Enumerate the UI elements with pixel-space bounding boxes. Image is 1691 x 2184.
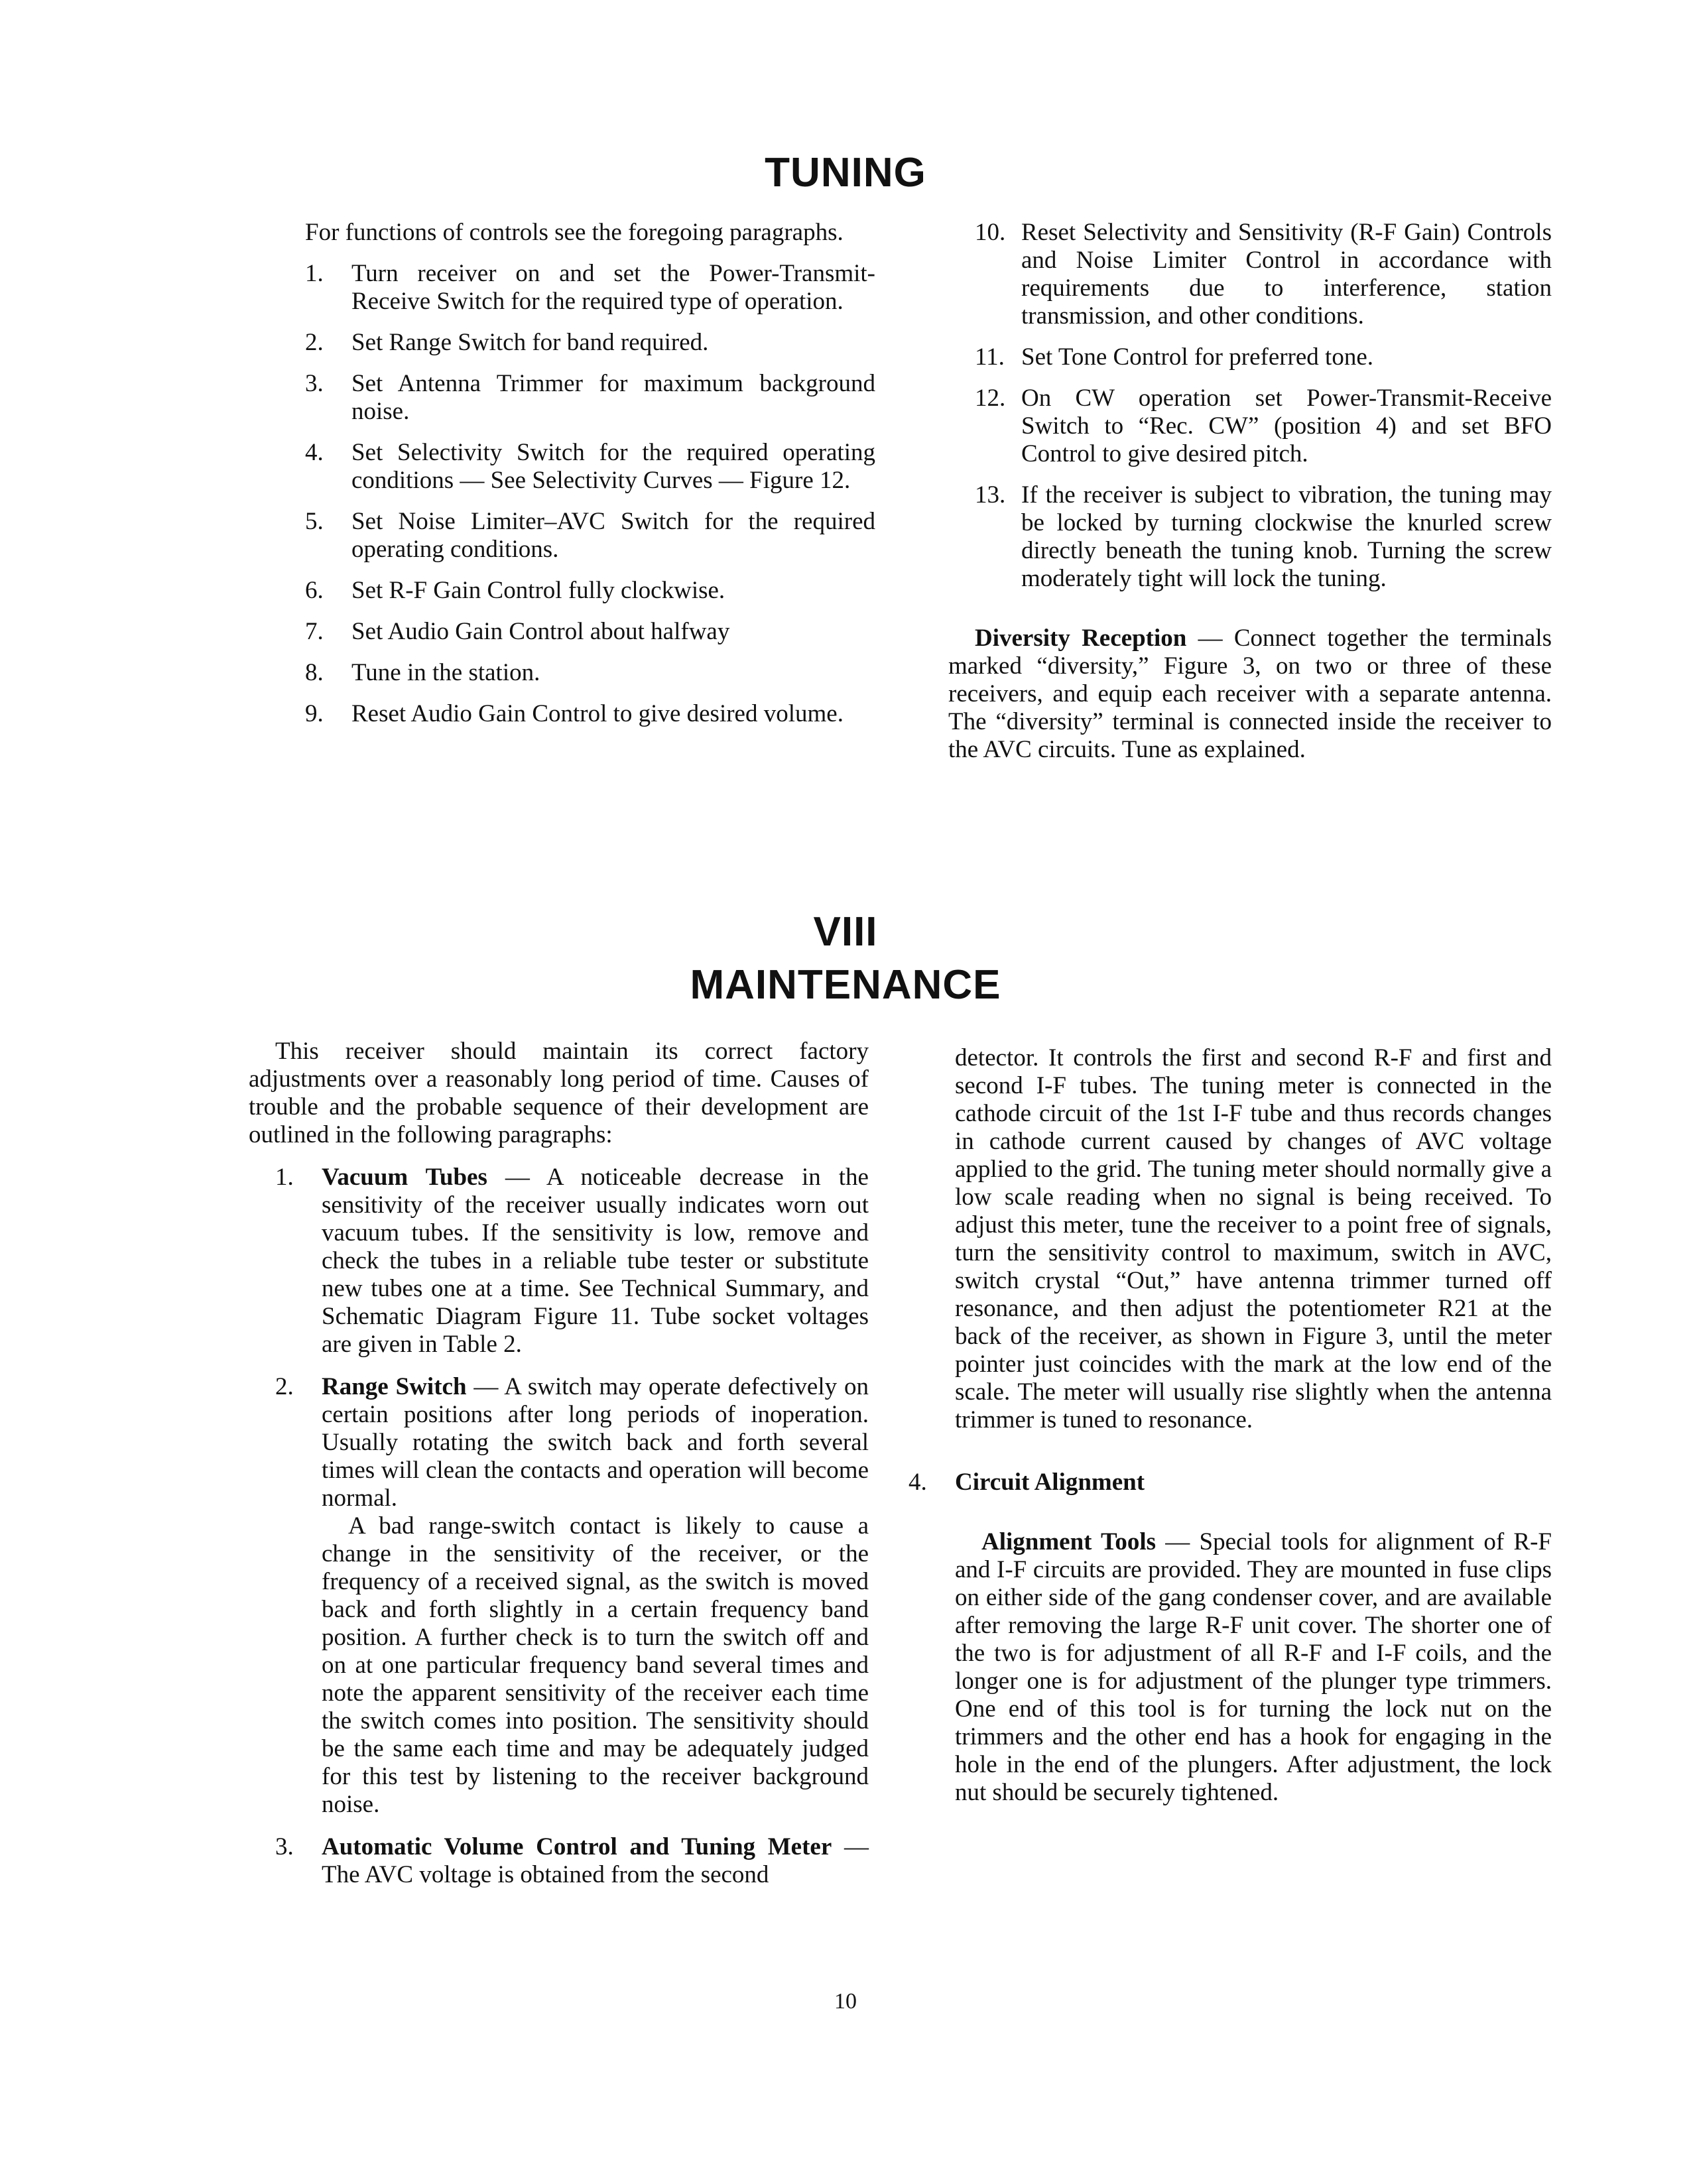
section-title-tuning: TUNING (765, 150, 926, 196)
maintenance-item: 4. Circuit Alignment (908, 1469, 1145, 1496)
item-label: Circuit Alignment (955, 1469, 1145, 1496)
tuning-step: 8. Tune in the station. (305, 659, 540, 686)
tuning-step: 12. On CW operation set Power-Transmit-Receive Switch to “Rec. CW” (position 4) and set BFO Control to give desired pitch. (975, 385, 1552, 467)
tuning-step: 7. Set Audio Gain Control about halfway (305, 618, 730, 645)
tuning-left-column (279, 219, 875, 728)
maintenance-item: 2. Range Switch — A switch may operate defectively on certain positions after long periods of inoperation. Usually rotating the switch back and forth several times will clean the contacts and operation will become normal. A bad range-switch contact is likely to cause a change in the sensitivity of the receiver, or the frequency of a received signal, as the switch is moved back and forth slightly in a certain frequency band position. A further check is to turn the switch off and on at one particular frequency band several times and note the apparent sensitivity of the receiver each time the switch comes into position. The sensitivity should be the same each time and may be adequately judged for this test by listening to the receiver background noise. (275, 1373, 869, 1818)
section-number: VIII (813, 909, 878, 955)
maintenance-intro: This receiver should maintain its correct factory adjustments over a reasonably long period of time. Causes of trouble and the probable sequence of their development are outlined in the following paragraphs: (249, 1038, 869, 1148)
tuning-step: 4. Set Selectivity Switch for the required operating conditions — See Selectivity Curves — Figure 12. (305, 439, 875, 494)
item-label: Automatic Volume Control and Tuning Meter (322, 1833, 832, 1860)
tuning-step: 6. Set R-F Gain Control fully clockwise. (305, 577, 725, 604)
maintenance-left-column (249, 1038, 869, 1889)
tuning-step: 3. Set Antenna Trimmer for maximum background noise. (305, 370, 875, 425)
maintenance-item: 1. Vacuum Tubes — A noticeable decrease in the sensitivity of the receiver usually indicates worn out vacuum tubes. If the sensitivity is low, remove and check the tubes in a reliable tube tester or substitute new tubes one at a time. See Technical Summary, and Schematic Diagram Figure 11. Tube socket voltages are given in Table 2. (275, 1164, 869, 1358)
tuning-step: 2. Set Range Switch for band required. (305, 329, 709, 356)
tuning-intro: For functions of controls see the foregoing paragraphs. (305, 219, 844, 246)
item-label: Range Switch (322, 1373, 467, 1400)
tuning-step: 10. Reset Selectivity and Sensitivity (R-F Gain) Controls and Noise Limiter Control in accordance with requirements due to interference, station transmission, and other conditions. (975, 219, 1552, 330)
avc-continued: detector. It controls the first and second R-F and first and second I-F tubes. The tuning meter is connected in the cathode circuit of the 1st I-F tube and thus records changes in cathode current caused by changes of AVC voltage applied to the grid. The tuning meter should normally give a low scale reading when no signal is being received. To adjust this meter, tune the receiver to a point free of signals, turn the sensitivity control to maximum, switch in AVC, switch crystal “Out,” have antenna trimmer turned off resonance, and then adjust the potentiometer R21 at the back of the receiver, as shown in Figure 3, until the meter pointer just coincides with the mark at the low end of the scale. The meter will usually rise slightly when the antenna trimmer is tuned to resonance. (955, 1044, 1552, 1433)
tuning-step: 11. Set Tone Control for preferred tone. (975, 343, 1374, 371)
maintenance-right-column (908, 1044, 1552, 1807)
alignment-tools-paragraph: Alignment Tools — Special tools for alignment of R-F and I-F circuits are provided. They are mounted in fuse clips on either side of the gang condenser cover, and are available after removing the large R-F unit cover. The shorter one of the two is for adjustment of all R-F and I-F coils, and the longer one is for adjustment of the plunger type trimmers. One end of this tool is for turning the lock nut on the trimmers and the other end has a hook for engaging in the hole in the end of the plungers. After adjustment, the lock nut should be securely tightened. (955, 1528, 1552, 1806)
diversity-reception-label: Diversity Reception (975, 625, 1187, 652)
tuning-step: 5. Set Noise Limiter–AVC Switch for the required operating conditions. (305, 508, 875, 563)
page-number: 10 (834, 1989, 857, 2014)
diversity-reception-paragraph: Diversity Reception — Connect together the terminals marked “diversity,” Figure 3, on two or three of these receivers, and equip each receiver with a separate antenna. The “diversity” terminal is connected inside the receiver to the AVC circuits. Tune as explained. (948, 625, 1552, 763)
tuning-step: 1. Turn receiver on and set the Power-Transmit-Receive Switch for the required type of operation. (305, 260, 875, 315)
maintenance-item: 3. Automatic Volume Control and Tuning Meter —The AVC voltage is obtained from the second (275, 1833, 869, 1888)
section-title-maintenance: MAINTENANCE (690, 962, 1001, 1008)
item-label: Vacuum Tubes (322, 1164, 487, 1191)
alignment-tools-label: Alignment Tools (981, 1528, 1157, 1555)
tuning-step: 13. If the receiver is subject to vibration, the tuning may be locked by turning clockwise the knurled screw directly beneath the tuning knob. Turning the screw moderately tight will lock the tuning. (975, 481, 1552, 592)
tuning-step: 9. Reset Audio Gain Control to give desired volume. (305, 700, 844, 727)
tuning-right-column (948, 206, 1552, 764)
